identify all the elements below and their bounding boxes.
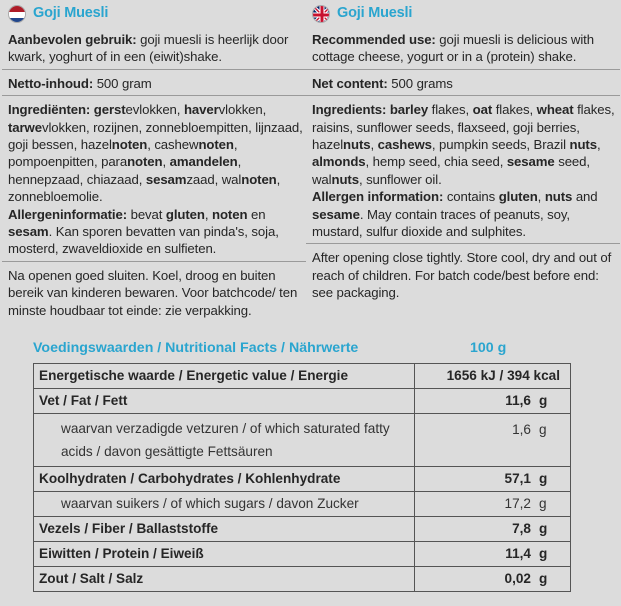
table-row: [33, 567, 571, 592]
text-segment: . May contain traces of peanuts, soy, mustard, sulfur dioxide and sulphites.: [312, 206, 570, 240]
text-segment: flakes, raisins, sunflower seeds, flaxseed, goji berries, hazel: [312, 102, 615, 153]
text-segment: seed, wal: [312, 154, 590, 187]
nutrient-unit: g: [539, 571, 548, 586]
text-segment: flakes,: [428, 102, 473, 118]
divider: [2, 261, 306, 262]
text-segment: oat: [472, 102, 493, 118]
text-segment: ,: [537, 189, 545, 205]
text-segment: almonds: [312, 154, 366, 170]
table-row: [33, 517, 571, 542]
english-allergens: [312, 188, 618, 240]
uk-flag-icon: [312, 5, 330, 23]
divider: [306, 69, 620, 70]
text-segment: ,: [162, 154, 170, 170]
text-segment: sesam: [145, 171, 187, 187]
dutch-column: [8, 3, 304, 319]
text-segment: Ingrediënten: gerst: [8, 102, 126, 118]
text-segment: noten: [111, 137, 148, 153]
nutrient-value: 7,8: [512, 521, 531, 536]
nutrient-value-cell: [415, 364, 571, 388]
text-segment: noten: [127, 154, 163, 170]
nutrition-table: [33, 363, 571, 592]
text-segment: . Kan sporen bevatten van pinda's, soja, mosterd, zwaveldioxide en sulfieten.: [8, 224, 279, 257]
english-storage: After opening close tightly. Store cool, dry and out of reach of children. For batch code/best before end: see packaging.: [312, 250, 612, 301]
text-segment: en: [247, 206, 266, 222]
nutrition-header: [33, 340, 593, 360]
nutrient-value-cell: [415, 492, 571, 516]
text-segment: noten: [241, 171, 277, 187]
nutrient-value-cell: [415, 414, 571, 466]
nutrient-unit: g: [539, 546, 548, 561]
dutch-storage: Na openen goed sluiten. Koel, droog en buiten bereik van kinderen bewaren. Voor batchcode/ ten minste houdbaar tot einde: zie verpakking.: [8, 267, 298, 318]
text-segment: , zonnebloemolie.: [8, 171, 281, 205]
nutrient-value-cell: [415, 467, 571, 491]
english-net-content: Net content: 500 grams: [312, 75, 453, 91]
divider: [2, 69, 306, 70]
text-segment: Allergen information:: [312, 189, 444, 205]
nutrient-value-cell: [415, 542, 571, 566]
nutrient-name: waarvan verzadigde vetzuren / of which saturated fatty acids / davon gesättigte Fettsäuren: [33, 414, 415, 466]
nutrient-name: Vet / Fat / Fett: [33, 389, 415, 413]
table-row: [33, 542, 571, 567]
text-segment: , hennepzaad, chiazaad,: [8, 154, 242, 187]
text-segment: evlokken,: [125, 102, 184, 118]
nutrient-value: 11,4: [505, 546, 531, 561]
text-segment: sesam: [8, 224, 49, 240]
text-segment: , cashew: [147, 137, 199, 153]
nutrient-unit: g: [539, 422, 547, 437]
nutrient-name: waarvan suikers / of which sugars / davon Zucker: [33, 492, 415, 516]
nutrient-value-cell: [415, 389, 571, 413]
nutrient-value: 1656 kJ / 394 kcal: [446, 368, 560, 383]
text-segment: flakes,: [492, 102, 537, 118]
divider: [306, 243, 620, 244]
text-segment: bevat: [127, 206, 166, 222]
text-segment: noten: [212, 206, 248, 222]
english-title: Goji Muesli: [337, 5, 413, 22]
text-segment: Ingredients: barley: [312, 102, 429, 118]
text-segment: wheat: [536, 102, 574, 118]
text-segment: sesame: [312, 206, 360, 222]
text-segment: nuts: [569, 137, 597, 153]
divider: [306, 95, 620, 96]
table-row: [33, 414, 571, 467]
nutrient-value: 17,2: [504, 496, 531, 511]
text-segment: noten: [198, 137, 234, 153]
table-row: [33, 492, 571, 517]
nutrient-value-cell: [415, 517, 571, 541]
text-segment: vlokken, rozijnen, zonnebloempitten, lijnzaad, goji bessen, hazel: [8, 119, 303, 153]
text-segment: and: [572, 189, 598, 205]
nutrient-unit: g: [539, 496, 547, 511]
text-segment: amandelen: [169, 154, 238, 170]
nutrient-name: Zout / Salt / Salz: [33, 567, 415, 591]
text-segment: sesame: [506, 154, 555, 170]
nutrient-value: 1,6: [512, 422, 531, 437]
divider: [2, 95, 306, 96]
text-segment: ,: [370, 137, 378, 153]
text-segment: , sunflower oil.: [358, 171, 442, 187]
nutrient-name: Energetische waarde / Energetic value / Energie: [33, 364, 415, 388]
table-row: [33, 364, 571, 389]
nutrient-value-cell: [415, 567, 571, 591]
text-segment: cashews: [377, 137, 432, 153]
table-row: [33, 389, 571, 414]
table-row: [33, 467, 571, 492]
text-segment: vlokken,: [218, 102, 267, 118]
english-usage: Recommended use: goji muesli is delicious with cottage cheese, yogurt or in a (protein) shake.: [312, 32, 594, 65]
text-segment: ,: [204, 206, 213, 222]
text-segment: zaad, wal: [186, 171, 242, 187]
nutrient-unit: g: [539, 471, 548, 486]
netherlands-flag-icon: [8, 5, 26, 23]
text-segment: ,: [596, 137, 601, 153]
dutch-ingredients: [8, 101, 304, 205]
nutrient-name: Koolhydraten / Carbohydrates / Kohlenhydrate: [33, 467, 415, 491]
nutrient-name: Eiwitten / Protein / Eiweiß: [33, 542, 415, 566]
dutch-net-content: Netto-inhoud: 500 gram: [8, 75, 152, 91]
text-segment: tarwe: [8, 119, 42, 135]
nutrient-value: 11,6: [505, 393, 531, 408]
english-header: [312, 3, 618, 25]
text-segment: , pompoenpitten, para: [8, 137, 238, 170]
dutch-title: Goji Muesli: [33, 5, 109, 22]
text-segment: gluten: [165, 206, 205, 222]
text-segment: , pumpkin seeds, Brazil: [431, 137, 570, 153]
nutrition-title: Voedingswaarden / Nutritional Facts / Nährwerte: [33, 340, 359, 356]
text-segment: nuts: [343, 137, 371, 153]
text-segment: gluten: [498, 189, 538, 205]
per-100g-label: 100 g: [470, 340, 507, 356]
dutch-allergens: [8, 206, 304, 258]
text-segment: , hemp seed, chia seed,: [365, 154, 507, 170]
text-segment: contains: [443, 189, 499, 205]
english-column: [312, 3, 618, 302]
english-ingredients: [312, 101, 618, 188]
dutch-usage: Aanbevolen gebruik: goji muesli is heerlijk door kwark, yoghurt of in een (eiwit)shake.: [8, 32, 289, 65]
nutrient-unit: g: [539, 521, 548, 536]
text-segment: haver: [183, 102, 219, 118]
text-segment: nuts: [331, 171, 359, 187]
nutrient-value: 57,1: [504, 471, 531, 486]
text-segment: Allergeninformatie:: [8, 206, 128, 222]
nutrient-name: Vezels / Fiber / Ballaststoffe: [33, 517, 415, 541]
nutrient-unit: g: [539, 393, 548, 408]
dutch-header: [8, 3, 304, 25]
text-segment: nuts: [544, 189, 573, 205]
nutrient-value: 0,02: [504, 571, 531, 586]
